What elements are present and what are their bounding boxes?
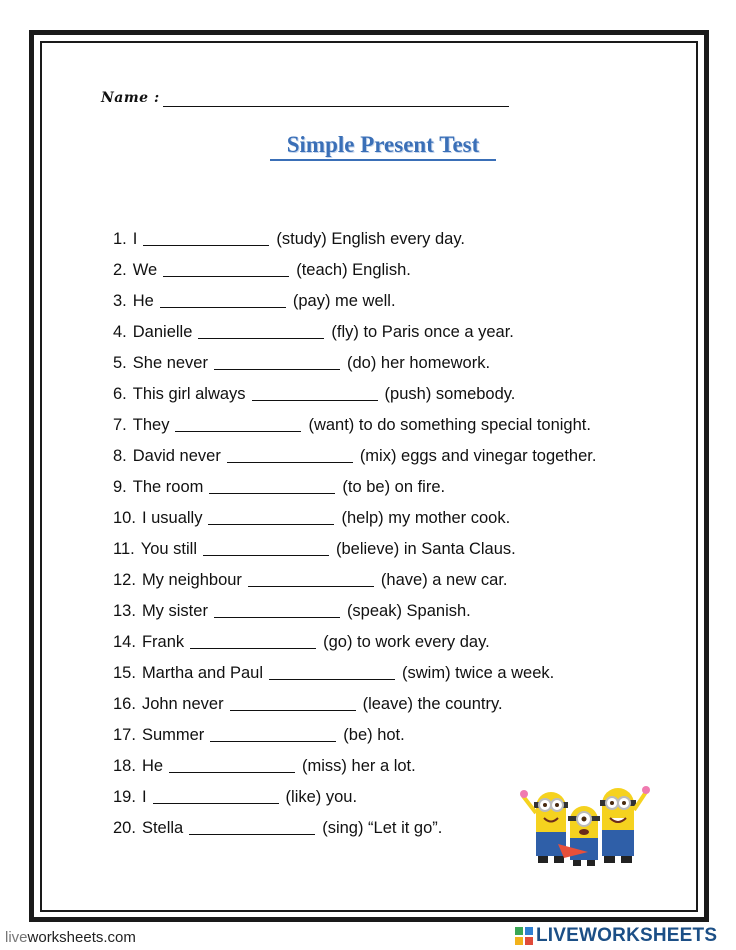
question-subject: John never <box>141 695 224 713</box>
question-rest: (swim) twice a week. <box>402 664 555 682</box>
question-rest: (to be) on fire. <box>342 478 446 496</box>
question-item <box>113 469 673 500</box>
question-subject: I <box>141 788 147 806</box>
answer-blank[interactable] <box>189 834 315 835</box>
answer-blank[interactable] <box>143 245 269 246</box>
question-list <box>113 221 673 841</box>
question-number: 17. <box>113 726 136 744</box>
question-number: 9. <box>113 478 127 496</box>
question-number: 4. <box>113 323 127 341</box>
question-subject: They <box>132 416 170 434</box>
question-subject: The room <box>132 478 204 496</box>
footer-brand[interactable] <box>515 925 717 947</box>
answer-blank[interactable] <box>248 586 374 587</box>
footer-brand-text: LIVEWORKSHEETS <box>536 925 718 946</box>
question-subject: Martha and Paul <box>141 664 264 682</box>
question-number: 20. <box>113 819 136 837</box>
question-number: 6. <box>113 385 127 403</box>
question-item <box>113 562 673 593</box>
question-item <box>113 407 673 438</box>
name-label: Name : <box>101 90 160 106</box>
worksheet-title: Simple Present Test <box>286 132 480 157</box>
question-rest: (be) hot. <box>343 726 405 744</box>
question-subject: He <box>141 757 164 775</box>
question-rest: (speak) Spanish. <box>346 602 471 620</box>
answer-blank[interactable] <box>203 555 329 556</box>
question-number: 18. <box>113 757 136 775</box>
minion-left <box>520 790 568 863</box>
question-item <box>113 531 673 562</box>
answer-blank[interactable] <box>210 741 336 742</box>
question-rest: (fly) to Paris once a year. <box>331 323 514 341</box>
question-rest: (do) her homework. <box>346 354 491 372</box>
answer-blank[interactable] <box>169 772 295 773</box>
answer-blank[interactable] <box>153 803 279 804</box>
answer-blank[interactable] <box>214 369 340 370</box>
question-item <box>113 314 673 345</box>
question-number: 15. <box>113 664 136 682</box>
question-number: 19. <box>113 788 136 806</box>
answer-blank[interactable] <box>198 338 324 339</box>
answer-blank[interactable] <box>227 462 353 463</box>
question-number: 2. <box>113 261 127 279</box>
question-rest: (teach) English. <box>296 261 411 279</box>
question-rest: (have) a new car. <box>380 571 508 589</box>
answer-blank[interactable] <box>163 276 289 277</box>
question-number: 3. <box>113 292 127 310</box>
question-rest: (leave) the country. <box>362 695 503 713</box>
question-item <box>113 686 673 717</box>
question-rest: (pay) me well. <box>292 292 396 310</box>
footer-site-suffix: worksheets.com <box>27 929 136 946</box>
answer-blank[interactable] <box>209 493 335 494</box>
footer-site-prefix: live <box>5 929 28 946</box>
question-subject: She never <box>132 354 208 372</box>
question-subject: Danielle <box>132 323 193 341</box>
question-rest: (help) my mother cook. <box>341 509 511 527</box>
question-number: 13. <box>113 602 136 620</box>
question-item <box>113 345 673 376</box>
question-rest: (sing) “Let it go”. <box>322 819 443 837</box>
title-underline <box>270 159 496 161</box>
answer-blank[interactable] <box>230 710 356 711</box>
question-item <box>113 655 673 686</box>
name-field-row <box>101 90 511 114</box>
footer-site-link[interactable] <box>5 929 136 946</box>
liveworksheets-logo-icon <box>515 927 533 945</box>
answer-blank[interactable] <box>269 679 395 680</box>
question-rest: (study) English every day. <box>276 230 465 248</box>
question-item <box>113 624 673 655</box>
question-subject: We <box>132 261 158 279</box>
question-number: 1. <box>113 230 127 248</box>
question-item <box>113 593 673 624</box>
question-subject: He <box>132 292 154 310</box>
minions-illustration <box>518 778 653 870</box>
question-item <box>113 748 673 779</box>
question-rest: (push) somebody. <box>384 385 516 403</box>
question-subject: My neighbour <box>141 571 242 589</box>
question-subject: You still <box>140 540 197 558</box>
question-item <box>113 376 673 407</box>
question-item <box>113 283 673 314</box>
answer-blank[interactable] <box>175 431 301 432</box>
question-rest: (mix) eggs and vinegar together. <box>359 447 597 465</box>
question-number: 5. <box>113 354 127 372</box>
question-rest: (miss) her a lot. <box>302 757 416 775</box>
question-subject: My sister <box>141 602 208 620</box>
question-rest: (believe) in Santa Claus. <box>335 540 516 558</box>
question-subject: This girl always <box>132 385 246 403</box>
question-number: 11. <box>113 540 135 558</box>
question-number: 10. <box>113 509 136 527</box>
question-rest: (like) you. <box>285 788 358 806</box>
question-subject: David never <box>132 447 221 465</box>
answer-blank[interactable] <box>214 617 340 618</box>
question-item <box>113 438 673 469</box>
question-subject: I <box>132 230 138 248</box>
question-subject: Frank <box>141 633 185 651</box>
answer-blank[interactable] <box>208 524 334 525</box>
question-subject: Stella <box>141 819 184 837</box>
question-rest: (go) to work every day. <box>323 633 490 651</box>
question-number: 8. <box>113 447 127 465</box>
question-item <box>113 252 673 283</box>
question-number: 14. <box>113 633 136 651</box>
question-rest: (want) to do something special tonight. <box>308 416 591 434</box>
question-number: 12. <box>113 571 136 589</box>
question-item <box>113 500 673 531</box>
answer-blank[interactable] <box>160 307 286 308</box>
answer-blank[interactable] <box>190 648 316 649</box>
name-input-line[interactable] <box>163 106 509 107</box>
question-item <box>113 221 673 252</box>
answer-blank[interactable] <box>252 400 378 401</box>
question-number: 16. <box>113 695 136 713</box>
question-subject: I usually <box>141 509 203 527</box>
question-item <box>113 717 673 748</box>
question-number: 7. <box>113 416 127 434</box>
question-subject: Summer <box>141 726 205 744</box>
minion-right <box>600 786 650 863</box>
